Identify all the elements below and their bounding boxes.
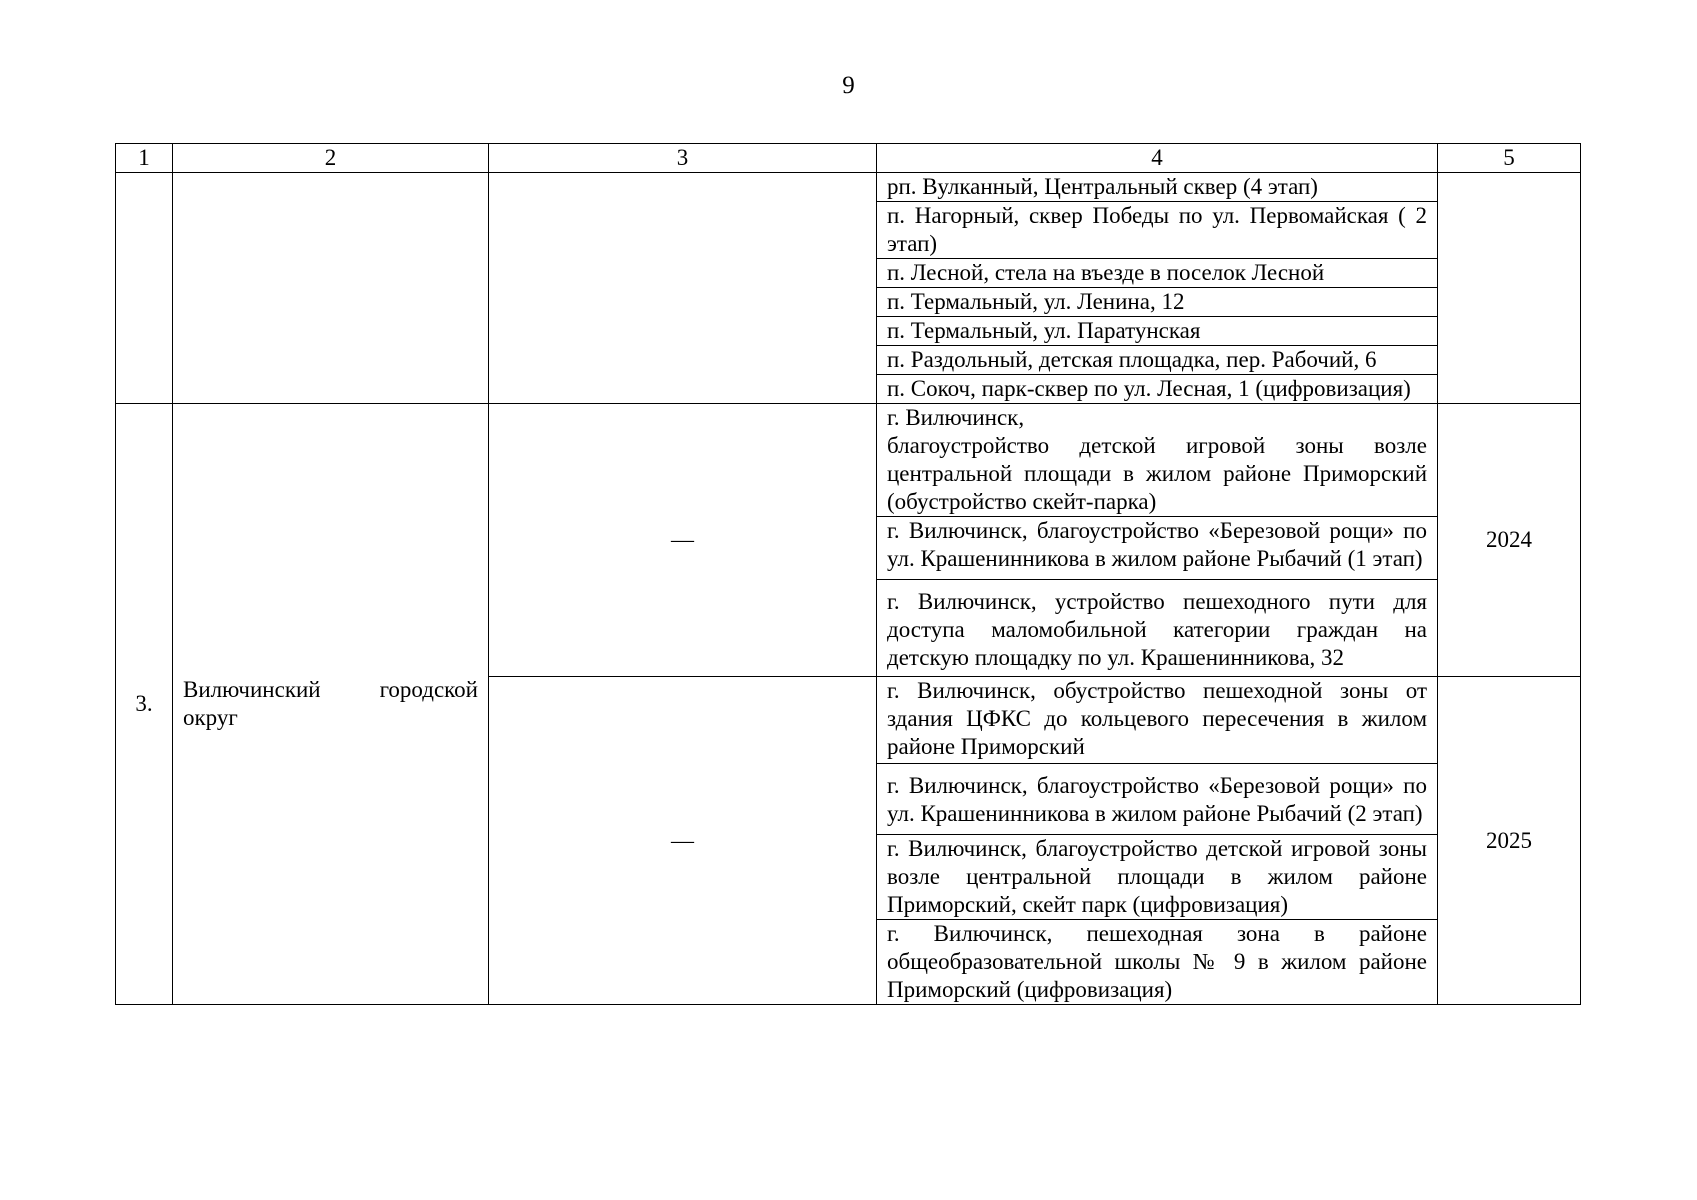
table-row	[116, 404, 1581, 677]
list-item: п. Нагорный, сквер Победы по ул. Первомайская ( 2 этап)	[877, 202, 1437, 259]
list-item: п. Термальный, ул. Ленина, 12	[877, 288, 1437, 317]
col3-dash-2024: —	[489, 404, 877, 677]
header-col-3: 3	[489, 144, 877, 173]
header-col-1: 1	[116, 144, 173, 173]
cont-col-3	[489, 173, 877, 404]
objects-2024-list	[877, 404, 1437, 676]
col3-dash-2025: —	[489, 677, 877, 1005]
list-item: г. Вилючинск, устройство пешеходного пути для доступа маломобильной категории граждан на детскую площадку по ул. Крашенинникова, 32	[887, 589, 1427, 670]
cont-col-2	[173, 173, 489, 404]
page-number: 9	[842, 72, 855, 99]
objects-2024	[877, 404, 1438, 677]
list-item	[877, 404, 1437, 517]
header-row	[116, 144, 1581, 173]
list-item: п. Термальный, ул. Паратунская	[877, 317, 1437, 346]
objects-2025	[877, 677, 1438, 1005]
year-2024: 2024	[1438, 404, 1581, 677]
list-item: г. Вилючинск, благоустройство «Березовой рощи» по ул. Крашенинникова в жилом районе Рыбачий (2 этап)	[877, 764, 1437, 835]
header-col-2: 2	[173, 144, 489, 173]
district-line-2: округ	[183, 705, 238, 730]
objects-2025-list	[877, 677, 1437, 1004]
district-name	[173, 404, 489, 1005]
list-item: г. Вилючинск, обустройство пешеходной зоны от здания ЦФКС до кольцевого пересечения в жилом районе Приморский	[877, 677, 1437, 764]
year-2025: 2025	[1438, 677, 1581, 1005]
cont-col-5	[1438, 173, 1581, 404]
list-item: п. Лесной, стела на въезде в поселок Лесной	[877, 259, 1437, 288]
list-item: п. Раздольный, детская площадка, пер. Рабочий, 6	[877, 346, 1437, 375]
district-line-1: Вилючинский городской	[183, 677, 478, 702]
list-item: п. Сокоч, парк-сквер по ул. Лесная, 1 (цифровизация)	[887, 376, 1411, 401]
cont-list	[877, 173, 1437, 403]
list-item: г. Вилючинск, благоустройство «Березовой рощи» по ул. Крашенинникова в жилом районе Рыбачий (1 этап)	[877, 517, 1437, 580]
list-item: г. Вилючинск, пешеходная зона в районе общеобразовательной школы № 9 в жилом районе Приморский (цифровизация)	[887, 921, 1427, 1002]
list-item: рп. Вулканный, Центральный сквер (4 этап)	[877, 173, 1437, 202]
header-col-4: 4	[877, 144, 1438, 173]
table-row	[116, 173, 1581, 404]
item-body: благоустройство детской игровой зоны возле центральной площади в жилом районе Приморский (обустройство скейт-парка)	[887, 433, 1427, 514]
item-title: г. Вилючинск,	[887, 405, 1025, 430]
row-number: 3.	[116, 404, 173, 1005]
header-col-5: 5	[1438, 144, 1581, 173]
cont-col-1	[116, 173, 173, 404]
cont-col-4	[877, 173, 1438, 404]
list-item: г. Вилючинск, благоустройство детской игровой зоны возле центральной площади в жилом районе Приморский, скейт парк (цифровизация)	[877, 835, 1437, 920]
objects-table	[115, 143, 1581, 1005]
